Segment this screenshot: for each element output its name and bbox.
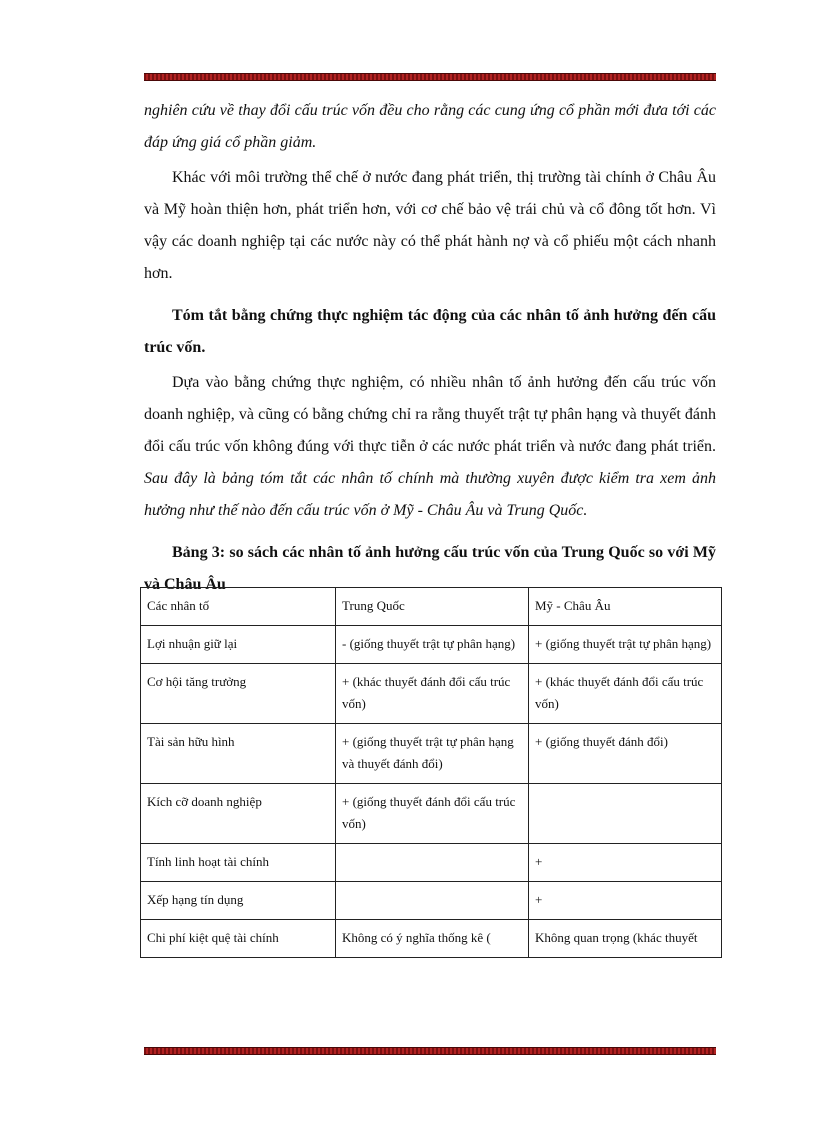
paragraph-3-italic: Sau đây là bảng tóm tắt các nhân tố chính mà thường xuyên được kiểm tra xem ảnh hưởng như thế nào đến cấu trúc vốn ở Mỹ - Châu Âu và Trung Quốc. [144,470,716,519]
header-cell: Các nhân tố [141,588,336,626]
table-row [141,784,722,844]
table-cell: Cơ hội tăng trưởng [141,664,336,724]
table-cell: Không có ý nghĩa thống kê ( [336,920,529,958]
table-cell: Xếp hạng tín dụng [141,882,336,920]
table-row [141,664,722,724]
table-cell: + (giống thuyết đánh đổi) [529,724,722,784]
factors-table [140,587,722,958]
table-cell: + [529,844,722,882]
header-cell: Trung Quốc [336,588,529,626]
table-cell: + (khác thuyết đánh đổi cấu trúc vốn) [529,664,722,724]
paragraph-3 [144,367,716,527]
paragraph-1: nghiên cứu về thay đổi cấu trúc vốn đều cho rằng các cung ứng cổ phần mới đưa tới các đáp ứng giá cổ phần giảm. [144,102,716,151]
table-cell: + (giống thuyết trật tự phân hạng) [529,626,722,664]
table-row [141,882,722,920]
paragraph-3-text: Dựa vào bằng chứng thực nghiệm, có nhiều nhân tố ảnh hưởng đến cấu trúc vốn doanh nghiệp, và cũng có bằng chứng chỉ ra rằng thuyết trật tự phân hạng và thuyết đánh đổi cấu trúc vốn không đúng với thực tiễn ở các nước phát triển và nước đang phát triển. [144,374,716,455]
table-cell: - (giống thuyết trật tự phân hạng) [336,626,529,664]
table-cell: + (giống thuyết trật tự phân hạng và thuyết đánh đổi) [336,724,529,784]
table-cell: + [529,882,722,920]
table-row [141,844,722,882]
section-heading: Tóm tắt bằng chứng thực nghiệm tác động của các nhân tố ảnh hưởng đến cấu trúc vốn. [144,307,716,356]
table-cell: Tính linh hoạt tài chính [141,844,336,882]
table-row [141,724,722,784]
table-cell [336,882,529,920]
paragraph-2: Khác với môi trường thể chế ở nước đang phát triển, thị trường tài chính ở Châu Âu và Mỹ hoàn thiện hơn, phát triển hơn, với cơ chế bảo vệ trái chủ và cổ đông tốt hơn. Vì vậy các doanh nghiệp tại các nước này có thể phát hành nợ và cổ phiếu một cách nhanh hơn. [144,169,716,282]
table-cell: + (khác thuyết đánh đổi cấu trúc vốn) [336,664,529,724]
table-cell: Tài sản hữu hình [141,724,336,784]
table-header-row [141,588,722,626]
table-cell: Không quan trọng (khác thuyết [529,920,722,958]
footer-rule [144,1047,716,1055]
table-row [141,626,722,664]
table-cell: + (giống thuyết đánh đổi cấu trúc vốn) [336,784,529,844]
table-cell [336,844,529,882]
header-cell: Mỹ - Châu Âu [529,588,722,626]
table-cell: Kích cỡ doanh nghiệp [141,784,336,844]
table-cell [529,784,722,844]
document-body [144,95,716,601]
table-row [141,920,722,958]
table-caption: Bảng 3: so sách các nhân tố ảnh hưởng cấu trúc vốn của Trung Quốc so với Mỹ và Châu Âu [144,544,716,593]
header-rule [144,73,716,81]
table-cell: Chi phí kiệt quệ tài chính [141,920,336,958]
table-cell: Lợi nhuận giữ lại [141,626,336,664]
